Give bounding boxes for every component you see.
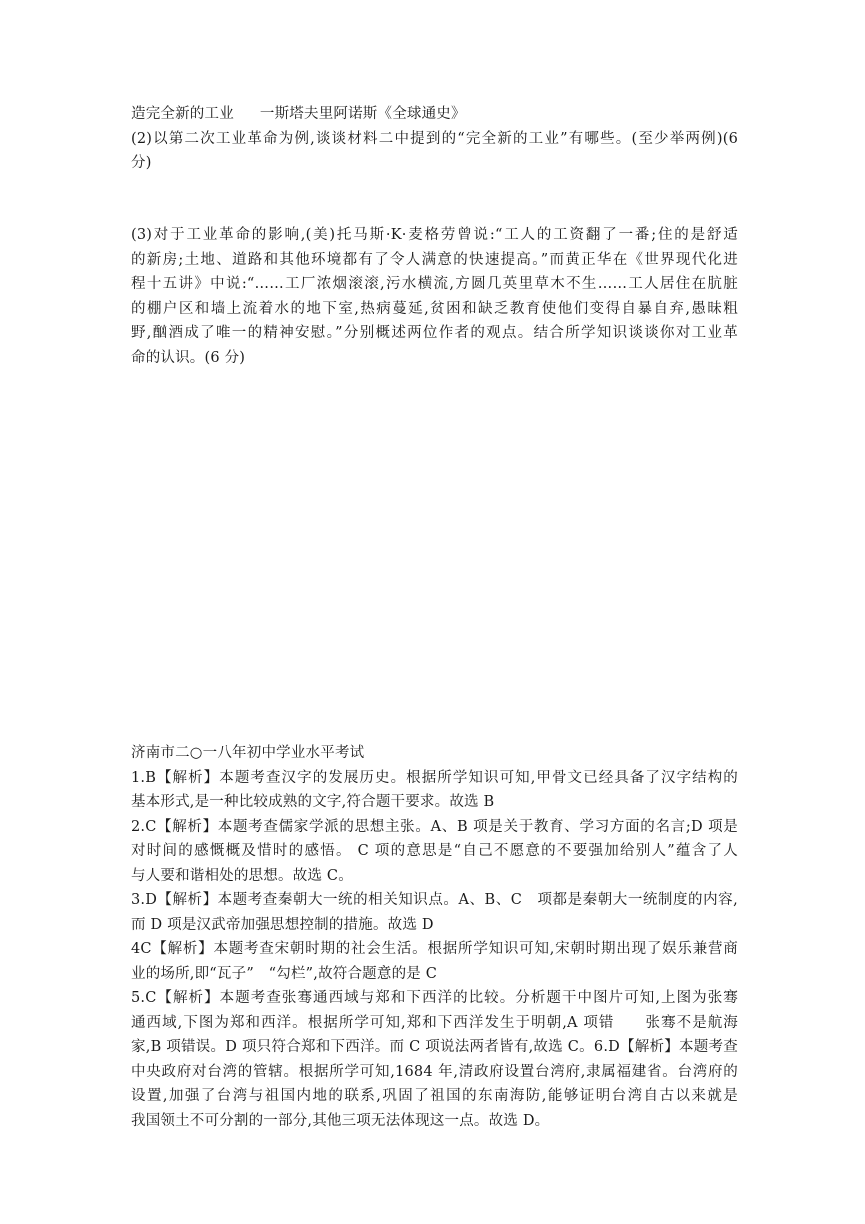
question-2-line: (2)以第二次工业革命为例,谈谈材料二中提到的“完全新的工业”有哪些。(至少举两例)(6 xyxy=(131,130,738,147)
material-source: 一斯塔夫里阿诺斯《全球通史》 xyxy=(259,106,466,122)
answer-line: 与人要和谐相处的思想。故选 C。 xyxy=(131,867,353,884)
question-2-section xyxy=(131,102,738,176)
question-3-section xyxy=(131,223,738,370)
question-2-line: 分) xyxy=(131,155,152,171)
answer-line: 而 D 项是汉武帝加强思想控制的措施。故选 D xyxy=(131,916,434,933)
answer-line: 3.D【解析】本题考查秦朝大一统的相关知识点。A、B、C 项都是秦朝大一统制度的内容, xyxy=(131,892,738,908)
answer-line: 设置,加强了台湾与祖国内地的联系,巩固了祖国的东南海防,能够证明台湾自古以来就是 xyxy=(131,1088,738,1104)
answer-line: 5.C【解析】本题考查张骞通西域与郑和下西洋的比较。分析题干中图片可知,上图为张骞 xyxy=(131,990,738,1006)
answer-line: 4C【解析】本题考查宋朝时期的社会生活。根据所学知识可知,宋朝时期出现了娱乐兼营商 xyxy=(131,941,738,957)
answer-key-heading: 济南市二○一八年初中学业水平考试 xyxy=(131,745,365,761)
answer-line: 对时间的感慨概及惜时的感悟。 C 项的意思是“自己不愿意的不要强加给别人”蕴含了人 xyxy=(131,843,738,859)
answer-line: 2.C【解析】本题考查儒家学派的思想主张。A、B 项是关于教育、学习方面的名言;D 项是 xyxy=(131,818,738,835)
question-3-line: 命的认识。(6 分) xyxy=(131,349,246,366)
answer-line: 基本形式,是一种比较成熟的文字,符合题干要求。故选 B xyxy=(131,794,495,810)
answer-line: 业的场所,即“瓦子” “勾栏”,故符合题意的是 C xyxy=(131,965,438,982)
question-3-line: 程十五讲》中说:“……工厂浓烟滚滚,污水横流,方圆几英里草木不生……工人居住在肮脏 xyxy=(131,276,738,292)
question-3-line: 的新房;土地、道路和其他环境都有了令人满意的快速提高。”而黄正华在《世界现代化进 xyxy=(131,251,738,268)
answer-key-section xyxy=(131,741,738,1133)
material-source-line xyxy=(131,102,738,127)
question-3-line: (3)对于工业革命的影响,(美)托马斯·K·麦格劳曾说:“工人的工资翻了一番;住的是舒适 xyxy=(131,227,738,243)
answer-line: 我国领土不可分割的一部分,其他三项无法体现这一点。故选 D。 xyxy=(131,1112,550,1129)
answer-line: 1.B【解析】本题考查汉字的发展历史。根据所学知识可知,甲骨文已经具备了汉字结构的 xyxy=(131,769,738,786)
answer-line: 通西域,下图为郑和西洋。根据所学可知,郑和下西洋发生于明朝,A 项错 张骞不是航海 xyxy=(131,1014,738,1031)
answer-line: 家,B 项错误。D 项只符合郑和下西洋。而 C 项说法两者皆有,故选 C。6.D【解析】本题考查 xyxy=(131,1039,738,1055)
question-3-line: 野,酗酒成了唯一的精神安慰。”分别概述两位作者的观点。结合所学知识谈谈你对工业革 xyxy=(131,325,738,341)
question-3-line: 的棚户区和墙上流着水的地下室,热病蔓延,贫困和缺乏教育使他们变得自暴自弃,愚昧粗 xyxy=(131,300,738,317)
material-tail-text: 造完全新的工业 xyxy=(131,106,234,122)
answer-line: 中央政府对台湾的管辖。根据所学可知,1684 年,清政府设置台湾府,隶属福建省。台湾府的 xyxy=(131,1063,738,1080)
